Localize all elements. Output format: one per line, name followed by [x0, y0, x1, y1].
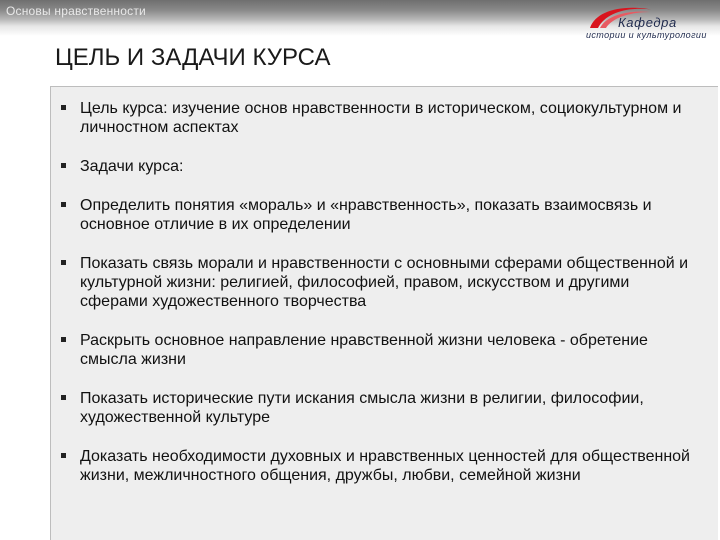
bullet-text: Цель курса: изучение основ нравственности в историческом, социокультурном и личностном аспектах — [80, 100, 682, 136]
bullet-text: Задачи курса: — [80, 158, 184, 175]
list-item — [61, 254, 701, 311]
bullet-text: Раскрыть основное направление нравственной жизни человека - обретение смысла жизни — [80, 332, 648, 368]
square-bullet-icon — [61, 163, 66, 168]
square-bullet-icon — [61, 202, 66, 207]
logo-subtitle: истории и культурологии — [586, 30, 707, 40]
bullet-text: Показать связь морали и нравственности с основными сферами общественной и культурной жизни: религией, философией, правом, искусством и другими сферами художественного творчества — [80, 255, 689, 310]
list-item — [61, 447, 701, 485]
bullet-text: Показать исторические пути искания смысла жизни в религии, философии, художественной культуре — [80, 390, 644, 426]
bullet-list — [61, 99, 701, 505]
square-bullet-icon — [61, 337, 66, 342]
logo-title: Кафедра — [618, 15, 677, 30]
content-panel — [50, 86, 718, 540]
square-bullet-icon — [61, 453, 66, 458]
list-item — [61, 157, 701, 176]
square-bullet-icon — [61, 395, 66, 400]
square-bullet-icon — [61, 260, 66, 265]
list-item — [61, 389, 701, 427]
bullet-text: Определить понятия «мораль» и «нравственность», показать взаимосвязь и основное отличие в их определении — [80, 197, 652, 233]
bullet-text: Доказать необходимости духовных и нравственных ценностей для общественной жизни, межличностного общения, дружбы, любви, семейной жизни — [80, 448, 690, 484]
slide-title: ЦЕЛЬ И ЗАДАЧИ КУРСА — [55, 44, 331, 71]
list-item — [61, 331, 701, 369]
square-bullet-icon — [61, 105, 66, 110]
list-item — [61, 196, 701, 234]
department-logo — [580, 2, 720, 42]
list-item — [61, 99, 701, 137]
course-name: Основы нравственности — [6, 4, 146, 18]
